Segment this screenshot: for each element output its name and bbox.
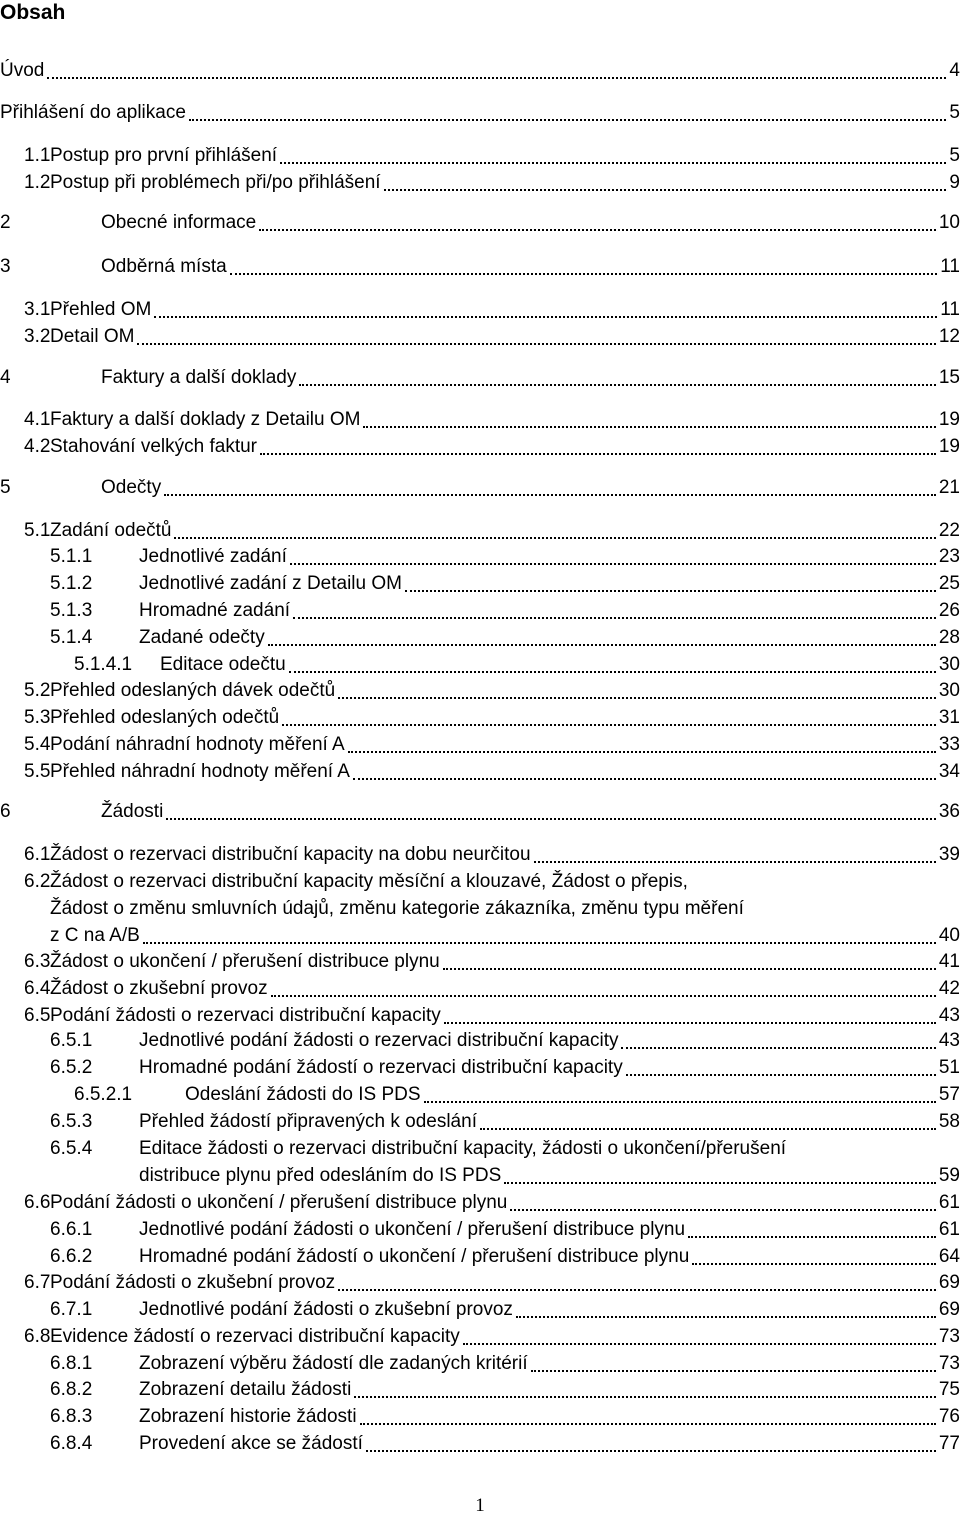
toc-entry-number: 5.1.4 bbox=[50, 627, 93, 648]
toc-entry-title: Žádost o zkušební provoz bbox=[50, 978, 268, 999]
toc-entry-title: Žádost o rezervaci distribuční kapacity na dobu neurčitou bbox=[50, 844, 531, 865]
toc-entry-title: Přehled odeslaných dávek odečtů bbox=[50, 680, 336, 701]
toc-entry-title: Žádost o ukončení / přerušení distribuce plynu bbox=[50, 951, 440, 972]
toc-entry-page: 31 bbox=[938, 707, 960, 728]
toc-entry-number: 5.1.2 bbox=[50, 573, 93, 594]
toc-entry-page: 61 bbox=[938, 1219, 960, 1240]
toc-entry-title: Postup při problémech při/po přihlášení bbox=[50, 172, 381, 193]
toc-entry-number: 5.1.1 bbox=[50, 546, 93, 567]
toc-entry-page: 77 bbox=[938, 1433, 960, 1454]
toc-entry-page: 75 bbox=[938, 1379, 960, 1400]
toc-entry-page: 25 bbox=[938, 573, 960, 594]
toc-leader-dots bbox=[360, 1423, 936, 1425]
toc-entry-title: Zobrazení detailu žádosti bbox=[139, 1379, 352, 1400]
toc-entry-title: Zadání odečtů bbox=[50, 520, 172, 541]
toc-entry-number: 6.4 bbox=[24, 978, 51, 999]
toc-leader-dots bbox=[504, 1182, 936, 1184]
toc-entry-number: 4 bbox=[0, 367, 11, 388]
toc-entry-page: 11 bbox=[940, 256, 960, 277]
toc-entry-title-continued: Žádost o změnu smluvních údajů, změnu kategorie zákazníka, změnu typu měření bbox=[50, 898, 744, 919]
toc-entry-number: 3 bbox=[0, 256, 11, 277]
toc-entry-page: 5 bbox=[949, 102, 960, 123]
toc-entry-title: Zadané odečty bbox=[139, 627, 265, 648]
toc-leader-dots bbox=[47, 77, 946, 79]
toc-entry-number: 2 bbox=[0, 212, 11, 233]
toc-leader-dots bbox=[480, 1128, 936, 1130]
toc-entry-title: Přehled odeslaných odečtů bbox=[50, 707, 280, 728]
toc-entry-page: 4 bbox=[949, 60, 960, 81]
toc-entry-page: 21 bbox=[938, 477, 960, 498]
toc-entry-page: 28 bbox=[938, 627, 960, 648]
toc-entry-number: 5.2 bbox=[24, 680, 51, 701]
toc-leader-dots bbox=[353, 778, 936, 780]
toc-leader-dots bbox=[510, 1209, 936, 1211]
toc-entry-number: 5.1 bbox=[24, 520, 51, 541]
toc-entry-number: 6.2 bbox=[24, 871, 51, 892]
toc-entry-number: 5.3 bbox=[24, 707, 51, 728]
toc-entry-title: Jednotlivé podání žádosti o rezervaci distribuční kapacity bbox=[139, 1030, 619, 1051]
toc-entry-page: 19 bbox=[938, 409, 960, 430]
toc-entry-page: 39 bbox=[938, 844, 960, 865]
toc-entry-page: 12 bbox=[938, 326, 960, 347]
toc-leader-dots bbox=[363, 426, 935, 428]
toc-entry-page: 33 bbox=[938, 734, 960, 755]
toc-entry-page: 22 bbox=[938, 520, 960, 541]
toc-leader-dots bbox=[384, 189, 947, 191]
toc-entry-title: Podání náhradní hodnoty měření A bbox=[50, 734, 345, 755]
toc-leader-dots bbox=[444, 1022, 936, 1024]
toc-entry-number: 6.8.3 bbox=[50, 1406, 93, 1427]
toc-entry-page: 34 bbox=[938, 761, 960, 782]
toc-entry-title: Hromadné podání žádostí o rezervaci distribuční kapacity bbox=[139, 1057, 623, 1078]
toc-entry-number: 1.2 bbox=[24, 172, 51, 193]
toc-entry-title-continued: distribuce plynu před odesláním do IS PDS bbox=[139, 1165, 502, 1186]
toc-entry-number: 6.1 bbox=[24, 844, 51, 865]
toc-entry-page: 61 bbox=[938, 1192, 960, 1213]
toc-leader-dots bbox=[174, 537, 935, 539]
toc-leader-dots bbox=[290, 563, 936, 565]
toc-entry-title: Zobrazení výběru žádostí dle zadaných kritérií bbox=[139, 1353, 528, 1374]
page-number: 1 bbox=[475, 1495, 485, 1516]
toc-entry-title: Jednotlivé zadání z Detailu OM bbox=[139, 573, 402, 594]
toc-entry-title: Faktury a další doklady bbox=[101, 367, 297, 388]
toc-entry-page: 5 bbox=[949, 145, 960, 166]
toc-entry-page: 26 bbox=[938, 600, 960, 621]
toc-entry-number: 6.8 bbox=[24, 1326, 51, 1347]
toc-leader-dots bbox=[366, 1450, 936, 1452]
toc-entry-title: Obecné informace bbox=[101, 212, 257, 233]
toc-entry-title: Evidence žádostí o rezervaci distribuční kapacity bbox=[50, 1326, 460, 1347]
toc-entry-page: 11 bbox=[940, 299, 960, 320]
toc-leader-dots bbox=[463, 1343, 936, 1345]
toc-leader-dots bbox=[692, 1263, 936, 1265]
toc-entry-title: Žádost o rezervaci distribuční kapacity měsíční a klouzavé, Žádost o přepis, bbox=[50, 871, 688, 892]
toc-leader-dots bbox=[260, 453, 936, 455]
toc-entry-title: Faktury a další doklady z Detailu OM bbox=[50, 409, 361, 430]
toc-entry-number: 6.7.1 bbox=[50, 1299, 93, 1320]
toc-entry-title: Podání žádosti o zkušební provoz bbox=[50, 1272, 336, 1293]
toc-entry-title: Detail OM bbox=[50, 326, 135, 347]
toc-leader-dots bbox=[280, 162, 946, 164]
toc-leader-dots bbox=[299, 384, 935, 386]
toc-entry-page: 76 bbox=[938, 1406, 960, 1427]
toc-entry-number: 6.6.1 bbox=[50, 1219, 93, 1240]
toc-entry-title: Jednotlivé podání žádosti o zkušební provoz bbox=[139, 1299, 513, 1320]
toc-entry-page: 73 bbox=[938, 1353, 960, 1374]
toc-entry-title: Editace odečtu bbox=[160, 654, 286, 675]
toc-leader-dots bbox=[424, 1101, 936, 1103]
toc-leader-dots bbox=[516, 1316, 936, 1318]
toc-leader-dots bbox=[443, 968, 936, 970]
toc-leader-dots bbox=[626, 1074, 936, 1076]
toc-leader-dots bbox=[189, 119, 947, 121]
toc-entry-number: 6.5.3 bbox=[50, 1111, 93, 1132]
toc-entry-title: Odeslání žádosti do IS PDS bbox=[185, 1084, 421, 1105]
toc-entry-number: 6 bbox=[0, 801, 11, 822]
toc-entry-number: 5.1.3 bbox=[50, 600, 93, 621]
toc-entry-page: 23 bbox=[938, 546, 960, 567]
toc-leader-dots bbox=[354, 1396, 936, 1398]
toc-leader-dots bbox=[164, 494, 936, 496]
toc-entry-number: 6.5.1 bbox=[50, 1030, 93, 1051]
toc-entry-number: 6.8.2 bbox=[50, 1379, 93, 1400]
toc-entry-page: 36 bbox=[938, 801, 960, 822]
toc-leader-dots bbox=[289, 671, 936, 673]
toc-entry-title: Hromadné podání žádostí o ukončení / přerušení distribuce plynu bbox=[139, 1246, 690, 1267]
toc-entry-title: Hromadné zadání bbox=[139, 600, 291, 621]
toc-entry-page: 15 bbox=[938, 367, 960, 388]
toc-entry-page: 57 bbox=[938, 1084, 960, 1105]
toc-leader-dots bbox=[531, 1370, 936, 1372]
toc-entry-number: 5 bbox=[0, 477, 11, 498]
toc-entry-title: Odečty bbox=[101, 477, 162, 498]
toc-entry-title: Podání žádosti o rezervaci distribuční kapacity bbox=[50, 1005, 441, 1026]
toc-entry-number: 6.7 bbox=[24, 1272, 51, 1293]
toc-entry-title-continued: z C na A/B bbox=[50, 925, 140, 946]
toc-leader-dots bbox=[348, 751, 936, 753]
toc-leader-dots bbox=[534, 861, 936, 863]
toc-entry-title: Provedení akce se žádostí bbox=[139, 1433, 363, 1454]
toc-leader-dots bbox=[154, 316, 937, 318]
toc-entry-page: 40 bbox=[938, 925, 960, 946]
toc-leader-dots bbox=[293, 617, 936, 619]
toc-leader-dots bbox=[271, 995, 936, 997]
toc-entry-page: 30 bbox=[938, 654, 960, 675]
toc-leader-dots bbox=[338, 697, 936, 699]
toc-leader-dots bbox=[282, 724, 936, 726]
toc-leader-dots bbox=[621, 1047, 935, 1049]
toc-entry-title: Postup pro první přihlášení bbox=[50, 145, 278, 166]
toc-entry-number: 4.1 bbox=[24, 409, 51, 430]
toc-entry-title: Jednotlivé zadání bbox=[139, 546, 287, 567]
toc-leader-dots bbox=[137, 343, 935, 345]
toc-entry-number: 3.2 bbox=[24, 326, 51, 347]
toc-entry-page: 64 bbox=[938, 1246, 960, 1267]
toc-leader-dots bbox=[268, 644, 936, 646]
toc-entry-number: 4.2 bbox=[24, 436, 51, 457]
toc-entry-title: Jednotlivé podání žádosti o ukončení / přerušení distribuce plynu bbox=[139, 1219, 686, 1240]
toc-entry-title: Editace žádosti o rezervaci distribuční kapacity, žádosti o ukončení/přerušení bbox=[139, 1138, 787, 1159]
toc-entry-number: 5.5 bbox=[24, 761, 51, 782]
toc-entry-title: Přihlášení do aplikace bbox=[0, 102, 186, 123]
toc-entry-title: Přehled žádostí připravených k odeslání bbox=[139, 1111, 477, 1132]
toc-entry-number: 6.6.2 bbox=[50, 1246, 93, 1267]
toc-heading: Obsah bbox=[0, 1, 66, 24]
toc-entry-title: Odběrná místa bbox=[101, 256, 227, 277]
toc-entry-page: 59 bbox=[938, 1165, 960, 1186]
toc-entry-page: 9 bbox=[949, 172, 960, 193]
toc-entry-page: 42 bbox=[938, 978, 960, 999]
toc-entry-page: 41 bbox=[938, 951, 960, 972]
toc-entry-page: 30 bbox=[938, 680, 960, 701]
toc-entry-title: Stahování velkých faktur bbox=[50, 436, 257, 457]
toc-entry-page: 73 bbox=[938, 1326, 960, 1347]
toc-entry-page: 43 bbox=[938, 1005, 960, 1026]
toc-entry-title: Podání žádosti o ukončení / přerušení distribuce plynu bbox=[50, 1192, 508, 1213]
toc-entry-title: Žádosti bbox=[101, 801, 164, 822]
toc-entry-number: 6.6 bbox=[24, 1192, 51, 1213]
toc-entry-page: 10 bbox=[938, 212, 960, 233]
toc-entry-number: 6.3 bbox=[24, 951, 51, 972]
toc-entry-number: 6.5.2.1 bbox=[74, 1084, 133, 1105]
toc-entry-number: 6.8.1 bbox=[50, 1353, 93, 1374]
toc-leader-dots bbox=[338, 1289, 936, 1291]
toc-entry-number: 3.1 bbox=[24, 299, 51, 320]
toc-entry-page: 58 bbox=[938, 1111, 960, 1132]
toc-entry-page: 69 bbox=[938, 1299, 960, 1320]
toc-entry-number: 6.5 bbox=[24, 1005, 51, 1026]
toc-entry-title: Přehled náhradní hodnoty měření A bbox=[50, 761, 350, 782]
toc-entry-title: Zobrazení historie žádosti bbox=[139, 1406, 357, 1427]
toc-entry-page: 69 bbox=[938, 1272, 960, 1293]
toc-entry-number: 6.5.4 bbox=[50, 1138, 93, 1159]
toc-leader-dots bbox=[259, 229, 936, 231]
toc-entry-page: 19 bbox=[938, 436, 960, 457]
toc-entry-page: 51 bbox=[938, 1057, 960, 1078]
toc-leader-dots bbox=[230, 273, 938, 275]
toc-entry-number: 5.1.4.1 bbox=[74, 654, 133, 675]
toc-entry-title: Úvod bbox=[0, 60, 45, 81]
toc-entry-number: 6.8.4 bbox=[50, 1433, 93, 1454]
toc-leader-dots bbox=[688, 1236, 936, 1238]
toc-entry-title: Přehled OM bbox=[50, 299, 152, 320]
toc-leader-dots bbox=[143, 942, 936, 944]
toc-entry-number: 5.4 bbox=[24, 734, 51, 755]
toc-entry-number: 1.1 bbox=[24, 145, 51, 166]
toc-entry-page: 43 bbox=[938, 1030, 960, 1051]
toc-leader-dots bbox=[405, 590, 936, 592]
toc-leader-dots bbox=[166, 818, 936, 820]
toc-entry-number: 6.5.2 bbox=[50, 1057, 93, 1078]
